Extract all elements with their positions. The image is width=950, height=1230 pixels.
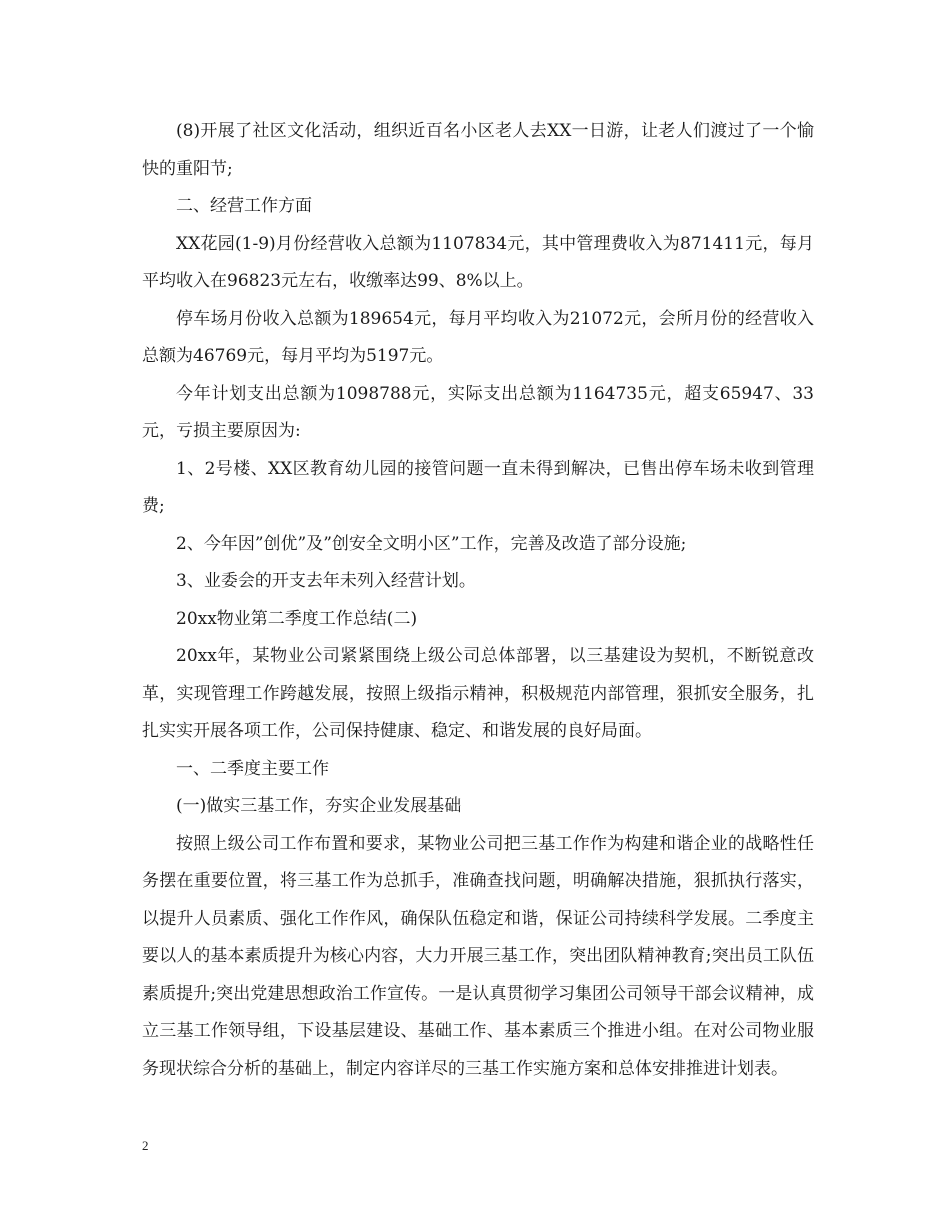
document-body [142,113,814,1088]
subheading-three-basics: (一)做实三基工作，夯实企业发展基础 [176,796,462,816]
paragraph-three-basics-detail: 按照上级公司工作布置和要求，某物业公司把三基工作作为构建和谐企业的战略性任务摆在重要位置，将三基工作为总抓手，准确查找问题，明确解决措施，狠抓执行落实，以提升人员素质、强化工作作风，确保队伍稳定和谐，保证公司持续科学发展。二季度主要以人的基本素质提升为核心内容，大力开展三基工作，突出团队精神教育;突出员工队伍素质提升;突出党建思想政治工作宣传。一是认真贯彻学习集团公司领导干部会议精神，成立三基工作领导组，下设基层建设、基础工作、基本素质三个推进小组。在对公司物业服务现状综合分析的基础上，制定内容详尽的三基工作实施方案和总体安排推进计划表。 [142,833,814,1079]
paragraph-culture-activity: (8)开展了社区文化活动，组织近百名小区老人去XX一日游，让老人们渡过了一个愉快的重阳节; [142,121,814,179]
paragraph-parking-income: 停车场月份收入总额为189654元，每月平均收入为21072元，会所月份的经营收入总额为46769元，每月平均为5197元。 [142,308,814,366]
paragraph-expenditure: 今年计划支出总额为1098788元，实际支出总额为1164735元，超支65947、33元，亏损主要原因为: [142,383,814,441]
page-number: 2 [142,1138,149,1153]
paragraph-reason-3: 3、业委会的开支去年未列入经营计划。 [176,571,476,591]
paragraph-reason-1: 1、2号楼、XX区教育幼儿园的接管问题一直未得到解决，已售出停车场未收到管理费; [142,458,814,516]
paragraph-garden-income: XX花园(1-9)月份经营收入总额为1107834元，其中管理费收入为871411元，每月平均收入在96823元左右，收缴率达99、8%以上。 [142,233,814,291]
section-title-summary-2: 20xx物业第二季度工作总结(二) [176,608,418,629]
paragraph-reason-2: 2、今年因”创优”及”创安全文明小区”工作，完善及改造了部分设施; [176,533,687,554]
heading-main-work: 一、二季度主要工作 [176,758,329,779]
heading-operations: 二、经营工作方面 [176,196,312,216]
paragraph-company-overview: 20xx年，某物业公司紧紧围绕上级公司总体部署，以三基建设为契机，不断锐意改革，实现管理工作跨越发展，按照上级指示精神，积极规范内部管理，狠抓安全服务，扎扎实实开展各项工作，公司保持健康、稳定、和谐发展的良好局面。 [142,646,814,741]
